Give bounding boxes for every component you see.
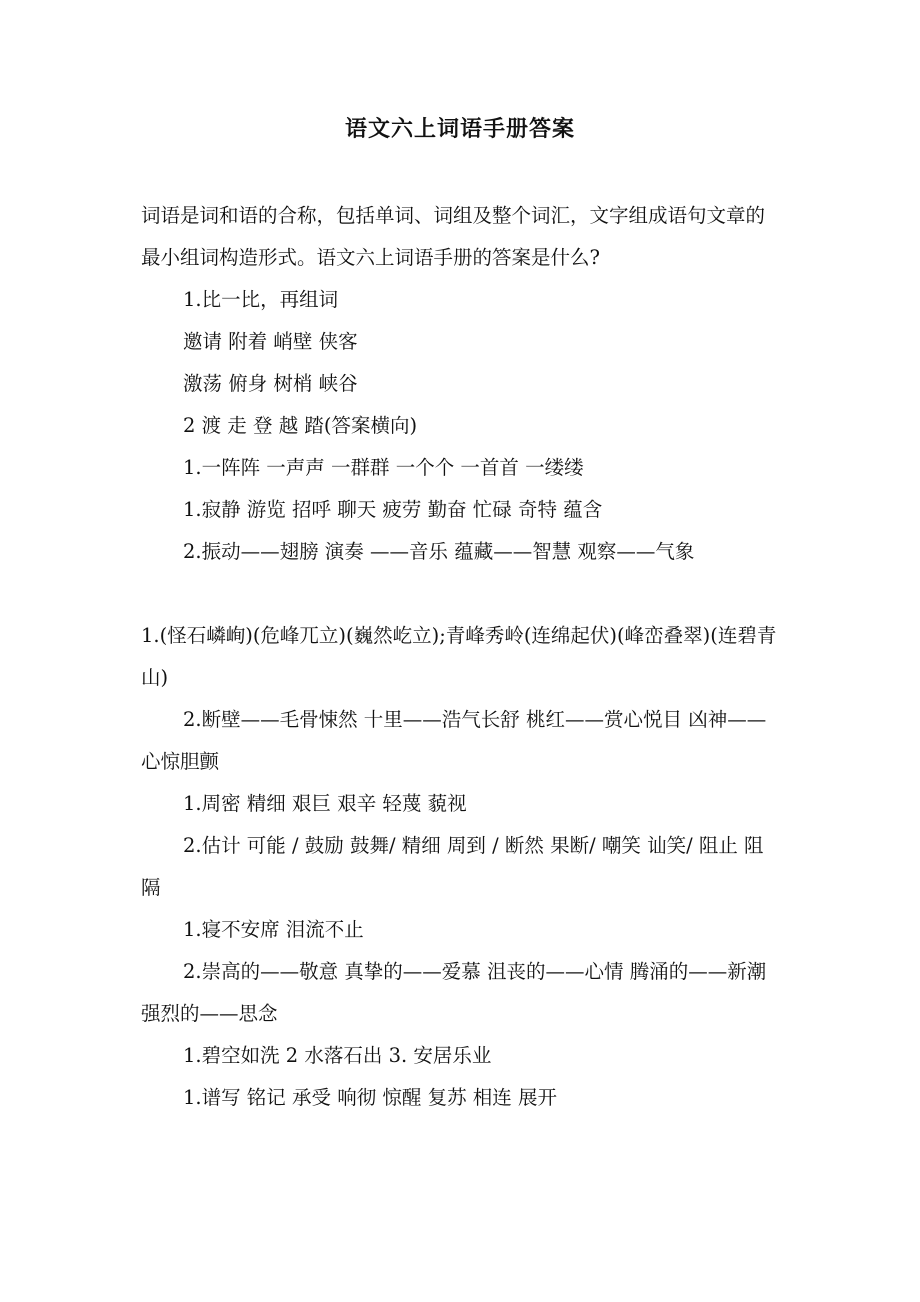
list-item: 2.断壁——毛骨悚然 十里——浩气长舒 桃红——赏心悦目 凶神——心惊胆颤 xyxy=(141,708,767,773)
list-item: 2 渡 走 登 越 踏(答案横向) xyxy=(183,414,418,437)
paragraph-spacer xyxy=(141,573,781,615)
list-item: 1.(怪石嶙峋)(危峰兀立)(巍然屹立);青峰秀岭(连绵起伏)(峰峦叠翠)(连碧青山) xyxy=(141,624,777,689)
list-item: 1.比一比，再组词 xyxy=(183,288,339,311)
list-item: 邀请 附着 峭壁 侠客 xyxy=(183,330,358,353)
page-title: 语文六上词语手册答案 xyxy=(344,116,575,142)
list-item: 1.一阵阵 一声声 一群群 一个个 一首首 一缕缕 xyxy=(183,456,584,479)
list-item: 2.崇高的——敬意 真挚的——爱慕 沮丧的——心情 腾涌的——新潮 强烈的——思念 xyxy=(141,960,773,1025)
list-item: 1.谱写 铭记 承受 响彻 惊醒 复苏 相连 展开 xyxy=(183,1086,557,1109)
document-body xyxy=(141,195,781,1119)
list-item: 1.寂静 游览 招呼 聊天 疲劳 勤奋 忙碌 奇特 蕴含 xyxy=(183,498,603,521)
list-item: 2.估计 可能 / 鼓励 鼓舞/ 精细 周到 / 断然 果断/ 嘲笑 讪笑/ 阻止 阻隔 xyxy=(141,834,764,899)
list-item: 1.寝不安席 泪流不止 xyxy=(183,918,364,941)
list-item: 2.振动——翅膀 演奏 ——音乐 蕴藏——智慧 观察——气象 xyxy=(183,540,695,563)
intro-paragraph: 词语是词和语的合称，包括单词、词组及整个词汇，文字组成语句文章的最小组词构造形式。语文六上词语手册的答案是什么? xyxy=(141,204,766,269)
list-item: 1.碧空如洗 2 水落石出 3. 安居乐业 xyxy=(183,1044,492,1067)
list-item: 激荡 俯身 树梢 峡谷 xyxy=(183,372,358,395)
list-item: 1.周密 精细 艰巨 艰辛 轻蔑 藐视 xyxy=(183,792,467,815)
